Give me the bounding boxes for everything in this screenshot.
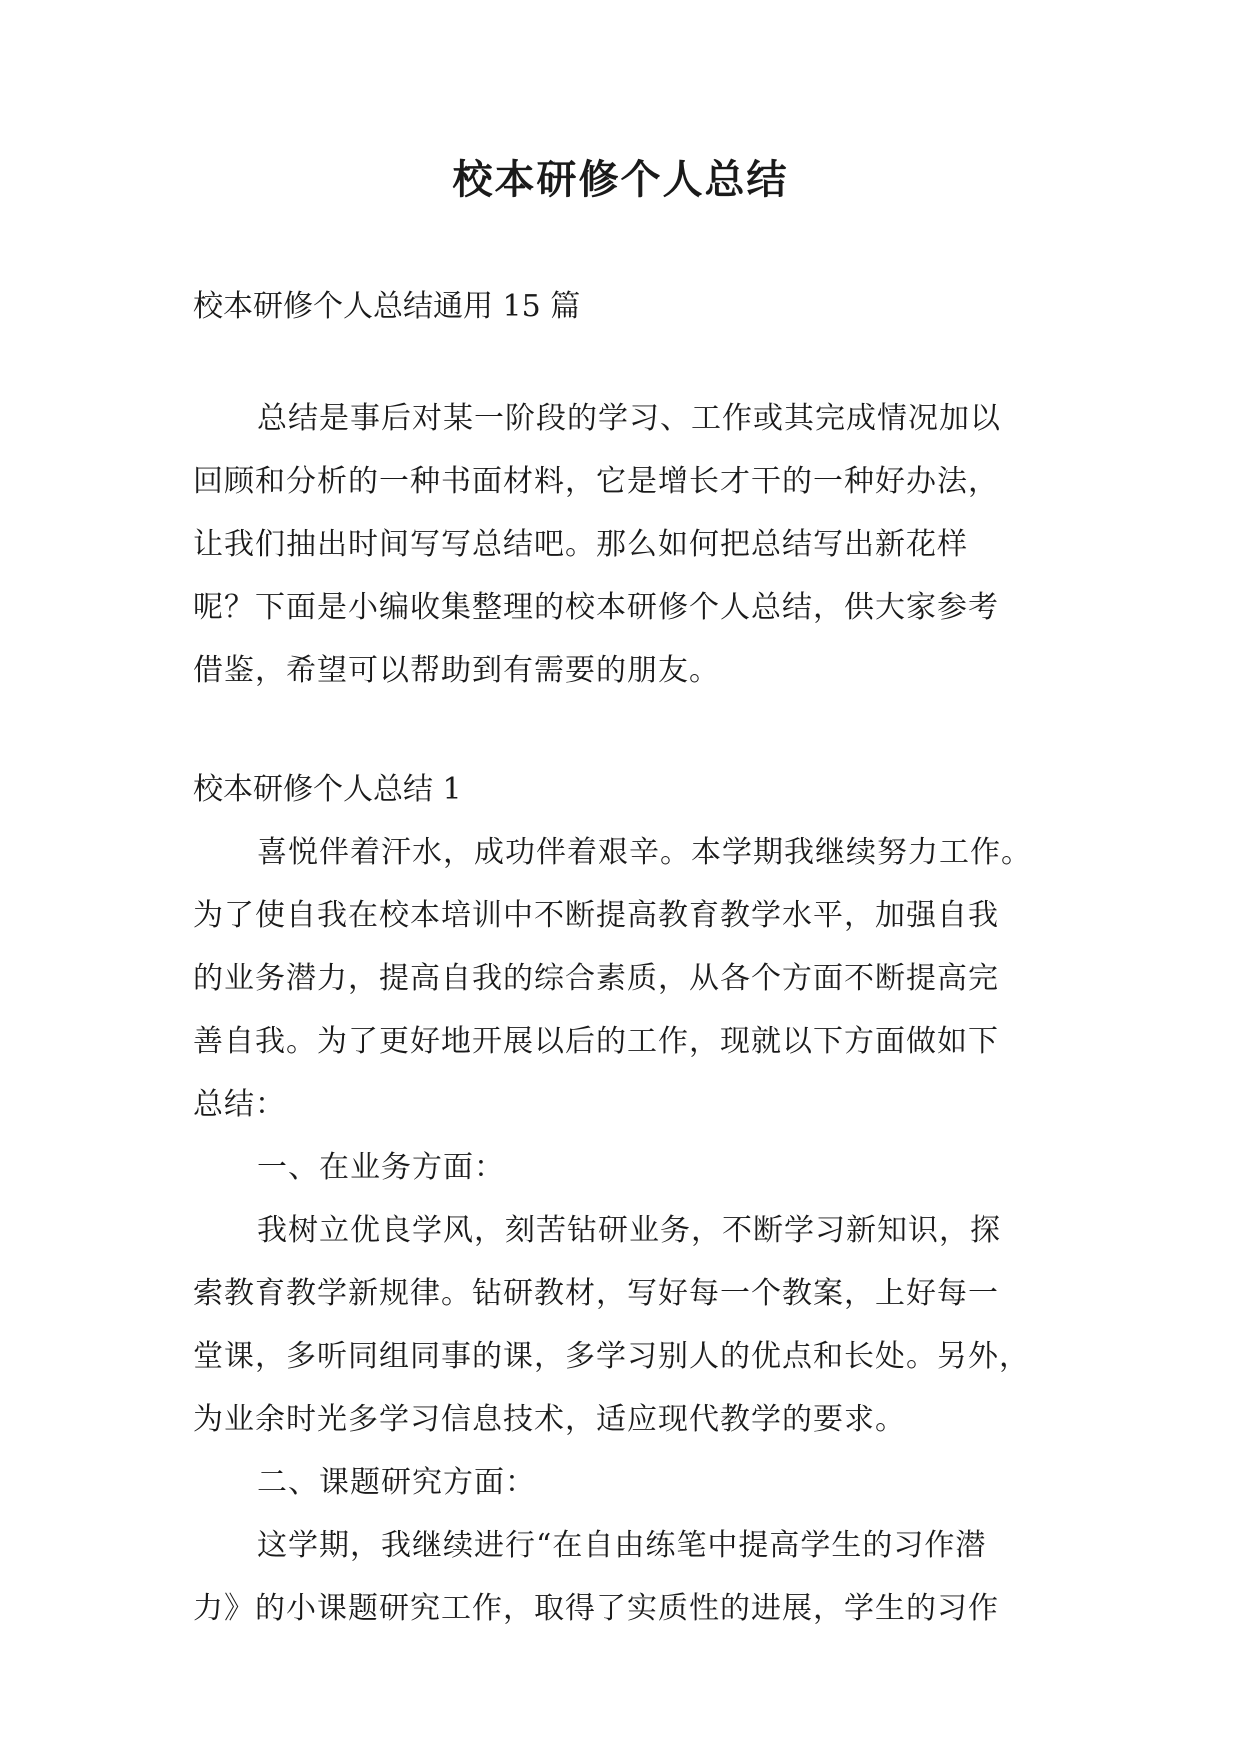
paragraph-line: 的业务潜力，提高自我的综合素质，从各个方面不断提高完	[193, 961, 999, 996]
paragraph-line: 索教育教学新规律。钻研教材，写好每一个教案，上好每一	[193, 1276, 999, 1311]
section-1-paragraph-3	[193, 1514, 1055, 1640]
intro-line: 回顾和分析的一种书面材料，它是增长才干的一种好办法，	[193, 464, 999, 499]
subheading-research: 二、课题研究方面：	[257, 1465, 536, 1500]
paragraph-line: 这学期，我继续进行“在自由练笔中提高学生的习作潜	[257, 1528, 987, 1563]
document-body	[193, 283, 1055, 1640]
intro-line: 借鉴，希望可以帮助到有需要的朋友。	[193, 653, 720, 688]
paragraph-line: 为了使自我在校本培训中不断提高教育教学水平，加强自我	[193, 898, 999, 933]
intro-line: 呢？下面是小编收集整理的校本研修个人总结，供大家参考	[193, 590, 999, 625]
paragraph-line: 喜悦伴着汗水，成功伴着艰辛。本学期我继续努力工作。	[257, 835, 1032, 870]
document-title: 校本研修个人总结	[452, 156, 789, 203]
section-1-paragraph-1	[193, 821, 1055, 1136]
section-1	[193, 758, 1055, 1640]
paragraph-line: 善自我。为了更好地开展以后的工作，现就以下方面做如下	[193, 1024, 999, 1059]
paragraph-line: 堂课，多听同组同事的课，多学习别人的优点和长处。另外，	[193, 1339, 1030, 1374]
intro-line: 让我们抽出时间写写总结吧。那么如何把总结写出新花样	[193, 527, 968, 562]
paragraph-line: 总结：	[193, 1087, 286, 1122]
document-subtitle: 校本研修个人总结通用 15 篇	[193, 289, 581, 324]
section-1-paragraph-2	[193, 1199, 1055, 1451]
paragraph-line: 力》的小课题研究工作，取得了实质性的进展，学生的习作	[193, 1591, 999, 1626]
section-heading: 校本研修个人总结 1	[193, 772, 462, 807]
paragraph-line: 我树立优良学风，刻苦钻研业务，不断学习新知识，探	[257, 1213, 1001, 1248]
paragraph-line: 为业余时光多学习信息技术，适应现代教学的要求。	[193, 1402, 906, 1437]
subheading-business: 一、在业务方面：	[257, 1150, 505, 1185]
intro-line: 总结是事后对某一阶段的学习、工作或其完成情况加以	[257, 401, 1001, 436]
intro-paragraph	[193, 387, 1055, 702]
